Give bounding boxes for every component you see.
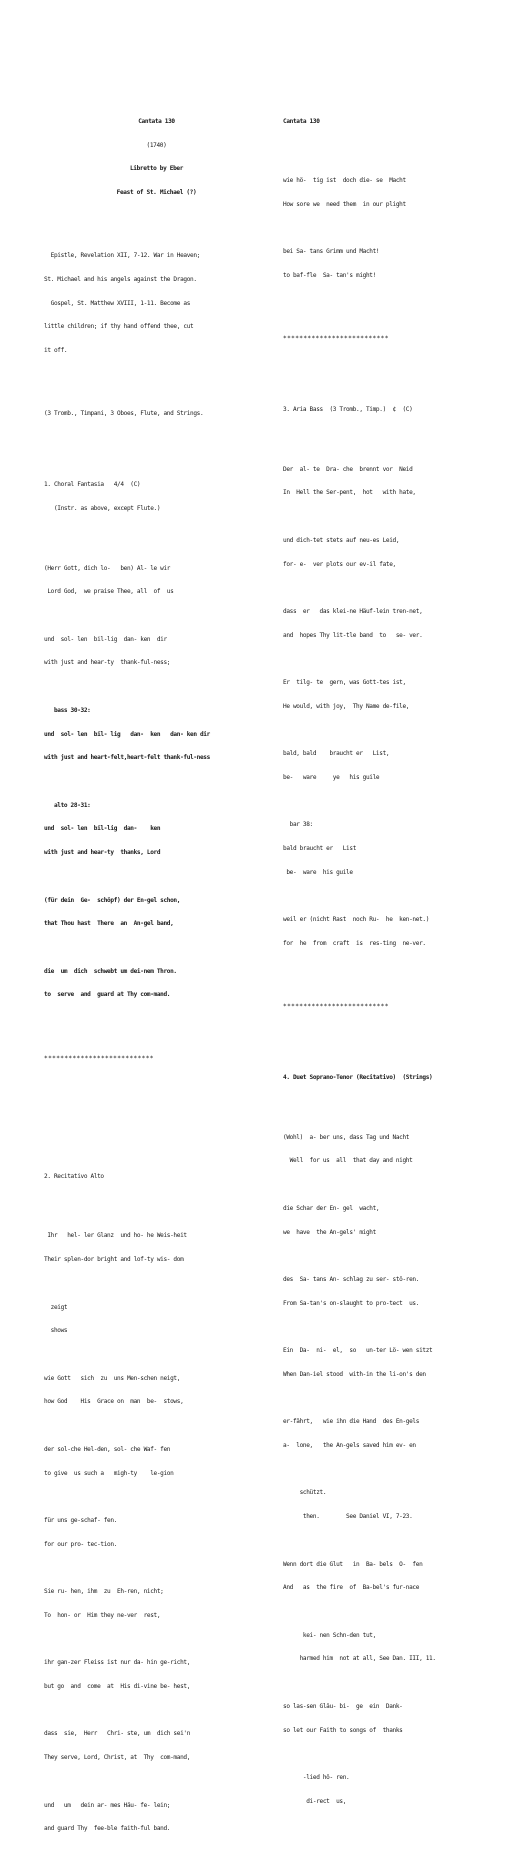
lyric-line [44,1778,269,1786]
lyric-line: bei Sa- tans Grimm und Macht! [283,248,380,256]
lyric-line: Der al- te Dra- che brennt vor Neid [283,465,413,473]
lyric-line: To hon- or Him they ne-ver rest, [44,1611,161,1619]
lyric-line: schützt. [283,1489,327,1497]
movement-2-lyrics [44,1217,269,1849]
lyric-line: And as the fire of Ba-bel's fur-nace [283,1584,420,1592]
lyric-line: Wenn dort die Glut in Ba- bels O- fen [283,1560,423,1568]
instrumentation: (3 Tromb., Timpani, 3 Oboes, Flute, and Strings. [44,410,204,418]
cantata-title-continued: Cantata 130 [283,117,320,125]
lyric-line: Lord God, we praise Thee, all of us [44,588,174,596]
lyric-line [44,1564,269,1572]
lyric-line: dass sie, Herr Chri- ste, um dich sei'n [44,1730,191,1738]
lyric-line: ihr gan-zer Fleiss ist nur da- hin ge-richt, [44,1659,191,1667]
lyric-line [44,778,269,786]
lyric-line: des Sa- tans An- schlag zu ser- stö-ren. [283,1275,420,1283]
lyric-line: und sol- len bil- lig dan- ken dan- ken dir [44,730,210,738]
lyric-line: die Schar der En- gel wacht, [283,1204,380,1212]
lyric-line [44,1351,269,1359]
lyric-line [283,1750,501,1758]
lyric-line: wie Gott sich zu uns Men-schen neigt, [44,1374,181,1382]
lyric-line: di-rect us, [283,1797,347,1805]
lyric-line: (Wohl) a- ber uns, dass Tag und Nacht [283,1133,410,1141]
movement-2-heading: 2. Recitativo Alto [44,1173,104,1181]
lyric-line: dass er das klei-ne Häuf-lein tren-net, [283,608,423,615]
lyric-line [44,873,269,881]
lyric-line: They serve, Lord, Christ, at Thy com-mand, [44,1754,191,1762]
lyric-line: to serve and guard at Thy com-mand. [44,991,171,999]
section-divider: ************************** [283,1003,389,1011]
intro-line: Gospel, St. Matthew XVIII, 1-11. Become as [44,299,191,307]
lyric-line: He would, with joy, Thy Name de-file, [283,702,410,710]
lyric-line: shows [44,1327,68,1335]
right-column [283,102,501,1837]
movement-1-heading: 1. Choral Fantasia 4/4 (C) [44,481,141,489]
section-divider: ************************** [283,335,389,343]
lyric-line [44,944,269,952]
lyric-line: but go and come at His di-vine be- hest, [44,1683,191,1691]
lyric-line: Sie ru- hen, ihm zu Eh-ren, nicht; [44,1588,164,1596]
lyric-line [283,1181,501,1189]
lyric-line: harmed him not at all, See Dan. III, 11. [283,1655,436,1663]
lyric-line: er-fährt, wie ihn die Hand des En-gels [283,1418,420,1426]
lyric-line: weil er (nicht Rast noch Ru- he ken-net.) [283,916,430,924]
lyric-line: When Dan-iel stood with-in the li-on's den [283,1370,426,1378]
feast-title: Feast of St. Michael (?) [116,188,197,196]
lyric-line: a- lone, the An-gels saved him ev- en [283,1441,416,1449]
lyric-line: and hopes Thy lit-tle band to se- ver. [283,631,423,639]
lyric-line: How sore we need them in our plight [283,200,406,208]
lyric-line: Their splen-dor bright and lof-ty wis- dom [44,1256,184,1264]
lyric-line [44,1707,269,1715]
lyric-line [283,655,501,663]
lyric-line: bald, bald braucht er List, [283,750,390,758]
lyric-line: with just and hear-ty thanks, Lord [44,849,161,857]
cantata-year: (1740) [146,141,167,149]
lyric-line: und dich-tet stets auf neu-es Leid, [283,536,400,544]
lyric-line: Er tilg- te gern, was Gott-tes ist, [283,679,406,687]
lyric-line: to baf-fle Sa- tan's might! [283,272,376,280]
lyric-line: kei- nen Schn-den tut, [283,1631,376,1639]
lyric-line: -lied hö- ren. [283,1773,350,1781]
lyric-line [283,513,501,521]
lyric-line: with just and hear-ty thank-ful-ness; [44,659,171,667]
lyric-line [283,727,501,735]
lyric-line: From Sa-tan's on-slaught to pro-tect us. [283,1299,420,1307]
lyric-line [44,683,269,691]
left-column [44,102,269,1865]
lyric-line: Well for us all that day and night [283,1157,413,1165]
lyric-line: Ein Da- ni- el, so un-ter Lö- wen sitzt [283,1347,433,1355]
lyric-line [283,584,501,592]
lyric-line: how God His Grace on man be- stows, [44,1398,184,1406]
intro-line: it off. [44,347,68,355]
lyric-line: (Herr Gott, dich lo- ben) Al- le wir [44,564,171,572]
lyric-line: then. See Daniel VI, 7-23. [283,1513,413,1521]
intro-line: St. Michael and his angels against the Dragon. [44,275,197,283]
lyric-line [44,1493,269,1501]
lyric-line: for our pro- tec-tion. [44,1540,118,1548]
lyric-line: und um dein ar- mes Häu- fe- lein; [44,1801,171,1809]
lyric-line [283,1323,501,1331]
lyric-line [283,1395,501,1403]
lyric-line: for- e- ver plots our ev-il fate, [283,560,396,568]
lyric-line [44,1422,269,1430]
lyric-line [283,1537,501,1545]
movement-4-lyrics [283,1118,501,1822]
lyric-line: alto 28-31: [44,801,91,809]
intro-line: Epistle, Revelation XII, 7-12. War in Heaven; [44,252,200,260]
lyric-line [283,1679,501,1687]
lyric-line [283,1608,501,1616]
lyric-line: that Thou hast There an An-gel band, [44,920,174,928]
lyric-line: (für dein Ge- schöpf) der En-gel schon, [44,896,181,904]
movement-4-heading: 4. Duet Soprano-Tenor (Recitativo) (Strings) [283,1074,433,1082]
cantata-title: Cantata 130 [138,117,175,125]
lyric-line: with just and heart-felt,heart-felt thank-ful-ness [44,754,210,762]
lyric-line: to give us such a migh-ty le-gion [44,1469,174,1477]
lyric-line [283,798,501,806]
lyric-line [283,1252,501,1260]
lyric-line: und sol- len bil-lig dan- ken dir [44,635,167,643]
lyric-line [44,1636,269,1644]
lyric-line: Ihr hel- ler Glanz und ho- he Weis-heit [44,1232,187,1240]
lyric-line: we have the An-gels' might [283,1228,376,1236]
section-divider: *************************** [44,1054,154,1062]
lyric-line [283,225,501,233]
lyric-line: bar 38: [283,821,313,829]
lyric-line: für uns ge-schaf- fen. [44,1517,118,1525]
movement-3-lyrics [283,450,501,964]
libretto-credit: Libretto by Eber [129,165,184,173]
lyric-line: bass 30-32: [44,706,91,714]
continuation-lyrics [283,161,501,295]
lyric-line: und sol- len bil-lig dan- ken [44,825,161,833]
movement-1-lyrics [44,549,269,1015]
lyric-line [44,612,269,620]
movement-3-heading: 3. Aria Bass (3 Tromb., Timp.) ¢ (C) [283,406,413,414]
lyric-line: be- ware his guile [283,868,353,876]
intro-line: little children; if thy hand offend thee, cut [44,323,194,331]
lyric-line: for he from craft is res-ting ne-ver. [283,940,426,947]
lyric-line: zeigt [44,1303,68,1311]
lyric-line [283,1466,501,1474]
lyric-line: wie hö- tig ist doch die- se Macht [283,177,406,185]
lyric-line [283,893,501,901]
lyric-line [44,1280,269,1288]
lyric-line: so let our Faith to songs of thanks [283,1726,403,1734]
lyric-line: and guard Thy fee-ble faith-ful band. [44,1825,171,1833]
lyric-line: der sol-che Hel-den, sol- che Waf- fen [44,1445,171,1453]
intro-block [44,236,269,370]
lyric-line: die um dich schwebt um dei-nem Thron. [44,967,177,975]
movement-1-subheading: (Instr. as above, except Flute.) [44,505,161,513]
lyric-line: so las-sen Gläu- bi- ge ein Dank- [283,1702,403,1710]
lyric-line: In Hell the Ser-pent, hot with hate, [283,489,416,497]
lyric-line: bald braucht er List [283,845,357,853]
lyric-line: be- ware ye his guile [283,774,380,781]
